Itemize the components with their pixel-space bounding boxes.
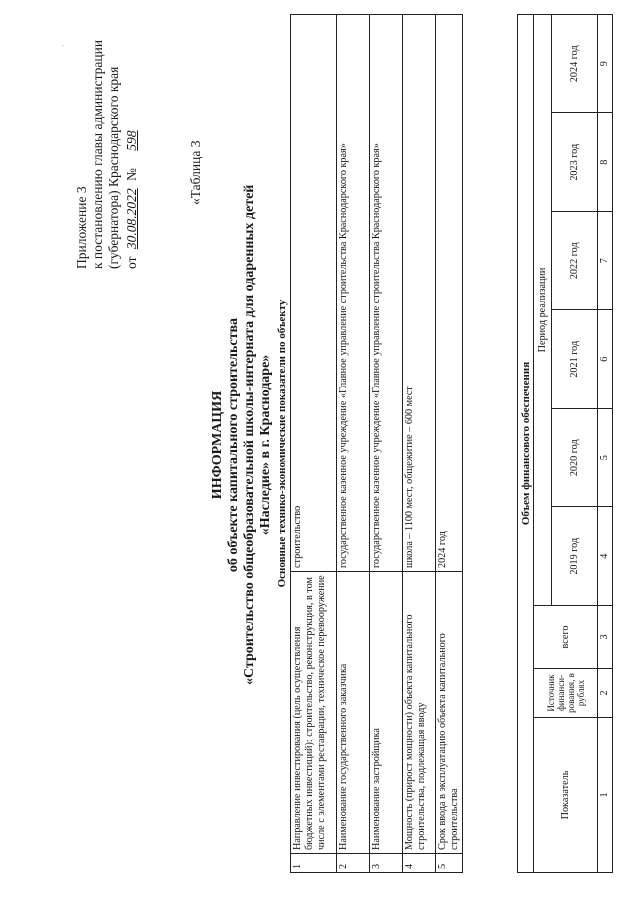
finance-header-row (534, 15, 552, 873)
finance-table (517, 14, 613, 873)
section-title: Основные технико-экономические показатели по объекту (276, 299, 288, 588)
year-header: 2023 год (552, 113, 598, 212)
row-number: 3 (370, 854, 403, 873)
appendix-resolution-line: к постановлению главы администрации (90, 39, 105, 269)
row-value: школа – 1100 мест, общежитие – 600 мест (403, 15, 436, 572)
appendix-number: Приложение 3 (74, 186, 89, 269)
year-header: 2020 год (552, 409, 598, 508)
row-number: 1 (291, 854, 337, 873)
date-prefix: от (124, 256, 139, 269)
title-block (210, 184, 274, 685)
row-label: Наименование застройщика (370, 572, 403, 854)
table-label: «Таблица 3 (188, 140, 203, 205)
row-value: строительство (291, 15, 337, 572)
column-number: 6 (598, 310, 613, 409)
year-header: 2021 год (552, 310, 598, 409)
row-value: 2024 год (436, 15, 463, 572)
handwritten-number: 598 (124, 130, 139, 151)
row-value: государственное казенное учреждение «Главное управление строительства Краснодарского края» (370, 15, 403, 572)
row-label: Направление инвестирования (цель осуществления бюджетных инвестиций): строительство, реконструкция, в том числе с элементами реставрации, техническое перевооружение (291, 572, 337, 854)
year-header: 2024 год (552, 15, 598, 114)
column-number: 3 (598, 606, 613, 669)
table-row (370, 15, 403, 873)
table-row (403, 15, 436, 873)
row-label: Наименование государственного заказчика (337, 572, 370, 854)
title-line-name: «Строительство общеобразовательной школы-интерната для одаренных детей (242, 184, 257, 685)
row-number: 4 (403, 854, 436, 873)
row-value: государственное казенное учреждение «Главное управление строительства Краснодарского края» (337, 15, 370, 572)
column-number: 8 (598, 113, 613, 212)
column-number: 1 (598, 718, 613, 873)
column-number: 7 (598, 212, 613, 311)
col-total-header: всего (534, 606, 598, 669)
row-label: Мощность (прирост мощности) объекта капитального строительства, подлежащая вводу (403, 572, 436, 854)
col-period-header: Период реализации (534, 15, 552, 606)
indicators-table (290, 14, 463, 873)
appendix-authority-line: (губернатора) Краснодарского края (106, 66, 121, 269)
year-header: 2019 год (552, 507, 598, 606)
column-number: 5 (598, 409, 613, 508)
handwritten-date: 30.08.2022 (124, 188, 139, 250)
row-number: 5 (436, 854, 463, 873)
table-row (436, 15, 463, 873)
row-number: 2 (337, 854, 370, 873)
title-line-heritage: «Наследие» в г. Краснодаре» (258, 354, 273, 536)
title-main: ИНФОРМАЦИЯ (210, 390, 225, 500)
col-indicator-header: Показатель (534, 718, 598, 873)
column-number: 9 (598, 15, 613, 114)
appendix-date-line (124, 117, 140, 270)
finance-numbering-row (598, 15, 613, 873)
table-row (291, 15, 337, 873)
column-number: 4 (598, 507, 613, 606)
finance-title-row (518, 15, 534, 873)
finance-title: Объем финансового обеспечения (518, 15, 534, 873)
row-label: Срок ввода в эксплуатацию объекта капитального строительства (436, 572, 463, 854)
year-header: 2022 год (552, 212, 598, 311)
col-source-header: Источник финанси-рования, в рублях (534, 669, 598, 718)
number-sign: № (124, 168, 139, 182)
title-line-object: об объекте капитального строительства (226, 317, 241, 573)
scan-speck: · (58, 44, 68, 47)
column-number: 2 (598, 669, 613, 718)
table-row (337, 15, 370, 873)
